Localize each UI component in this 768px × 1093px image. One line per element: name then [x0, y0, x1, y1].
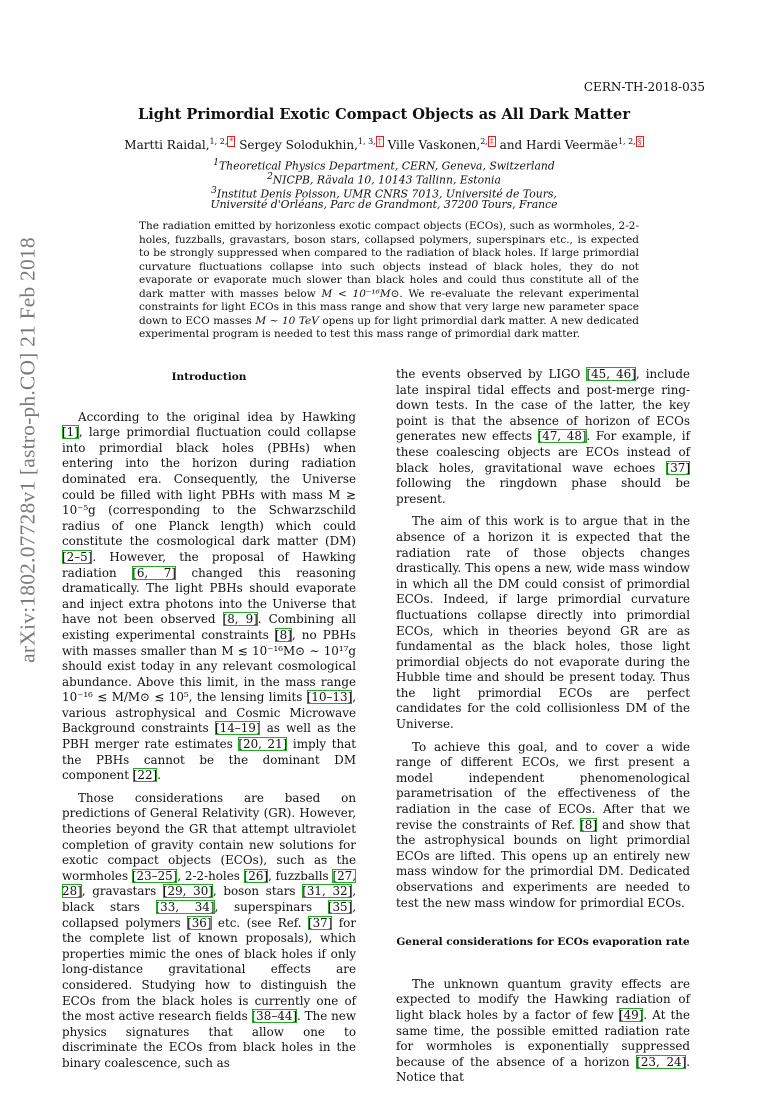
arxiv-id: arXiv:1802.07728v1 [astro-ph.CO] 21 Feb 2018: [15, 237, 40, 663]
affil-number: 1: [213, 158, 219, 168]
citation-link[interactable]: [27, 28]: [62, 868, 356, 899]
citation-link[interactable]: [23, 24]: [636, 1054, 687, 1069]
abstract-text: The radiation emitted by horizonless exotic compact objects (ECOs), such as wormholes, 2-2-holes, fuzzballs, gravastars, boson stars, collapsed polymers, superspinars etc., is expected to be strongly suppressed when compared to the radiation of black holes. If large primordial curvature fluctuations collapse into such objects instead of black holes, they do not evaporate or evaporate much slower than black holes and could thus constitute all of the dark matter with masses below: [139, 220, 639, 300]
citation-link[interactable]: [1]: [62, 425, 79, 440]
citation-link[interactable]: [45, 46]: [586, 367, 636, 381]
affil-number: 3: [211, 186, 217, 196]
author-affil: 1, 2,: [209, 137, 228, 146]
affil-number: 2: [267, 172, 273, 182]
citation-link[interactable]: [33, 34]: [155, 900, 215, 914]
citation-link[interactable]: [49]: [618, 1007, 644, 1022]
section-heading: General considerations for ECOs evaporation rate: [396, 936, 690, 949]
citation-link[interactable]: [36]: [187, 915, 212, 930]
citation-link[interactable]: [37]: [665, 460, 690, 475]
citation-link[interactable]: [6, 7]: [132, 565, 176, 580]
author-list: [0, 137, 768, 152]
abstract: [139, 220, 639, 342]
math-inline: M ∼ 10 TeV: [255, 314, 319, 327]
right-column: [396, 367, 690, 1093]
citation-link[interactable]: [10–13]: [306, 690, 353, 705]
citation-link[interactable]: [20, 21]: [238, 737, 288, 752]
author-name: Martti Raidal,: [124, 138, 210, 152]
paper-title: Light Primordial Exotic Compact Objects as All Dark Matter: [137, 106, 631, 123]
author-name: Sergey Solodukhin,: [239, 138, 358, 152]
author-name: and Hardi Veermäe: [499, 138, 618, 152]
citation-link[interactable]: [29, 30]: [162, 884, 213, 899]
math-inline: M < 10⁻¹⁶M⊙.: [321, 287, 403, 300]
paragraph: According to the original idea by Hawking [1], large primordial fluctuation could collapse into primordial black holes (PBHs) when entering into the horizon during radiation dominated era. Consequently, the Universe could be filled with light PBHs with mass M ≳ 10⁻⁵g (corresponding to the Schwarzschild radius of one Planck length) which could constitute the cosmological dark matter (DM) [2–5]. However, the proposal of Hawking radiation [6, 7] changed this reasoning dramatically. The light PBHs should evaporate and inject extra photons into the Universe that have not been observed [8, 9]. Combining all existing experimental constraints [8], no PBHs with masses smaller than M ≲ 10⁻¹⁶M⊙ ∼ 10¹⁷g should exist today in any relevant cosmological abundance. Above this limit, in the mass range 10⁻¹⁶ ≲ M/M⊙ ≲ 10⁵, the lensing limits [10–13], various astrophysical and Cosmic Microwave Background constraints [14–19] as well as the PBH merger rate estimates [20, 21] imply that the PBHs cannot be the dominant DM component [22].: [62, 409, 357, 783]
author-footnote-link[interactable]: §: [637, 137, 642, 146]
author-affil: 1, 3,: [357, 137, 376, 146]
citation-link[interactable]: [26]: [243, 868, 269, 883]
affil-text: Theoretical Physics Department, CERN, Geneva, Switzerland: [218, 159, 555, 173]
paragraph: Those considerations are based on predictions of General Relativity (GR). However, theories beyond the GR that attempt ultraviolet completion of gravity contain new solutions for exotic compact objects (ECOs), such as the wormholes [23–25], 2-2-holes [26], fuzzballs [27, 28], gravastars [29, 30], boson stars [31, 32], black stars [33, 34], superspinars [35], collapsed polymers [36] etc. (see Ref. [37] for the complete list of known proposals), which properties mimic the ones of black holes if only long-distance gravitational effects are considered. Studying how to distinguish the ECOs from the black holes is currently one of the most active research fields [38–44]. The new physics signatures that allow one to discriminate the ECOs from black holes in the binary coalescence, such as: [62, 790, 357, 1070]
author-footnote-link[interactable]: ‡: [489, 137, 494, 146]
affil-text: NICPB, Rävala 10, 10143 Tallinn, Estonia: [272, 173, 501, 187]
citation-link[interactable]: [14–19]: [214, 721, 261, 736]
citation-link[interactable]: [2–5]: [62, 549, 93, 564]
citation-link[interactable]: [23–25]: [131, 868, 178, 883]
affiliation-3-cont: Université d'Orléans, Parc de Grandmont, 37200 Tours, France: [210, 198, 558, 211]
paragraph: The unknown quantum gravity effects are expected to modify the Hawking radiation of light black holes by a factor of few [49]. At the same time, the possible emitted radiation rate for wormholes is exponentially suppressed because of the absence of a horizon [23, 24]. Notice that: [396, 976, 691, 1085]
left-column: [62, 370, 356, 1079]
citation-link[interactable]: [37]: [307, 915, 333, 930]
author-name: Ville Vaskonen,: [387, 138, 481, 152]
author-footnote-link[interactable]: *: [229, 137, 234, 146]
citation-link[interactable]: [47, 48]: [537, 429, 587, 444]
section-heading: Introduction: [171, 371, 247, 383]
author-affil: 1, 2,: [617, 137, 636, 146]
citation-link[interactable]: [31, 32]: [302, 884, 353, 899]
citation-link[interactable]: [8, 9]: [222, 612, 258, 627]
author-footnote-link[interactable]: †: [377, 137, 382, 146]
abstract-text: We re-evaluate the relevant experimental constraints for light ECOs in this mass range and show that very large new parameter space down to ECO masses: [139, 287, 640, 327]
abstract-text: opens up for light primordial dark matter. A new dedicated experimental program is needed to test this mass range of primordial dark matter.: [139, 314, 639, 340]
arxiv-stamp: [8, 200, 48, 700]
author-affil: 2,: [480, 137, 488, 146]
paragraph: To achieve this goal, and to cover a wide range of different ECOs, we first present a model independent phenomenological parametrisation of the effectiveness of the radiation in the case of ECOs. After that we revise the constraints of Ref. [8] and show that the astrophysical bounds on light primordial ECOs are lifted. This opens up an entirely new mass window for the primordial DM. Dedicated observations and experiments are needed to test the new mass window for primordial ECOs.: [396, 739, 691, 910]
citation-link[interactable]: [22]: [132, 768, 158, 783]
paragraph: the events observed by LIGO [45, 46], include late inspiral tidal effects and post-merge ring-down tests. In the case of the latter, the key point is that the absence of horizon of ECOs generates new effects [47, 48]. For example, if these coalescing objects are ECOs instead of black holes, gravitational wave echoes [37] following the ringdown phase should be present.: [396, 367, 690, 506]
citation-link[interactable]: [8]: [275, 627, 292, 642]
citation-link[interactable]: [8]: [580, 817, 597, 832]
paragraph: The aim of this work is to argue that in the absence of a horizon it is expected that the radiation rate of those objects changes drastically. This opens a new, wide mass window in which all the DM could consist of primordial ECOs. Indeed, if large primordial curvature fluctuations collapse directly into primordial ECOs, which in theories beyond GR are as fundamental as the black holes, those light primordial objects do not evaporate during the Hubble time and should be present today. Thus the light primordial ECOs are perfect candidates for the cold collisionless DM of the Universe.: [396, 514, 690, 732]
affil-text: Institut Denis Poisson, UMR CNRS 7013, Université de Tours,: [216, 187, 557, 201]
report-number: CERN-TH-2018-035: [583, 80, 705, 94]
citation-link[interactable]: [35]: [327, 900, 353, 914]
citation-link[interactable]: [38–44]: [251, 1009, 298, 1024]
